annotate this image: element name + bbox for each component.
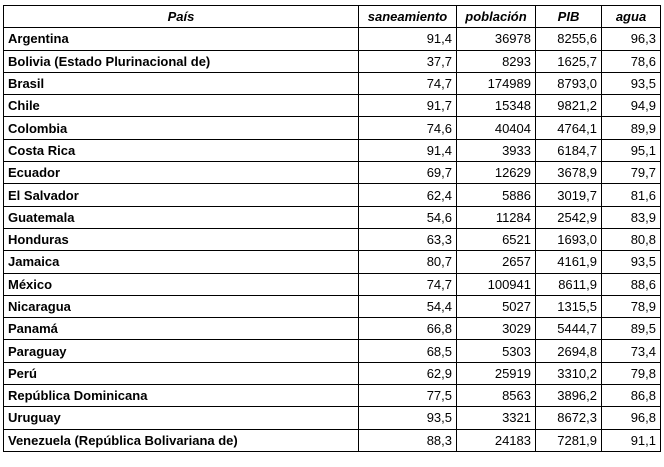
cell-agua: 79,7 [602, 162, 661, 184]
header-agua: agua [602, 6, 661, 28]
table-row [4, 228, 661, 250]
table-row [4, 273, 661, 295]
cell-poblacion: 3321 [457, 407, 536, 429]
cell-saneamiento: 74,6 [359, 117, 457, 139]
cell-pib: 3019,7 [536, 184, 602, 206]
cell-saneamiento: 63,3 [359, 228, 457, 250]
cell-pib: 2694,8 [536, 340, 602, 362]
table-row [4, 206, 661, 228]
cell-pib: 4764,1 [536, 117, 602, 139]
header-poblacion: población [457, 6, 536, 28]
cell-agua: 91,1 [602, 429, 661, 451]
cell-pib: 5444,7 [536, 318, 602, 340]
table-row [4, 429, 661, 451]
table-body [4, 28, 661, 452]
cell-pais: Jamaica [4, 251, 359, 273]
cell-poblacion: 24183 [457, 429, 536, 451]
table-row [4, 385, 661, 407]
cell-saneamiento: 37,7 [359, 50, 457, 72]
cell-agua: 96,8 [602, 407, 661, 429]
cell-pib: 8793,0 [536, 72, 602, 94]
cell-agua: 89,9 [602, 117, 661, 139]
cell-saneamiento: 93,5 [359, 407, 457, 429]
cell-saneamiento: 91,7 [359, 95, 457, 117]
cell-pais: México [4, 273, 359, 295]
cell-poblacion: 5886 [457, 184, 536, 206]
table-row [4, 117, 661, 139]
cell-pais: Argentina [4, 28, 359, 50]
cell-pib: 1315,5 [536, 295, 602, 317]
cell-agua: 93,5 [602, 72, 661, 94]
cell-saneamiento: 54,4 [359, 295, 457, 317]
cell-pais: Venezuela (República Bolivariana de) [4, 429, 359, 451]
cell-agua: 79,8 [602, 362, 661, 384]
cell-agua: 78,9 [602, 295, 661, 317]
cell-pais: Nicaragua [4, 295, 359, 317]
table-row [4, 162, 661, 184]
cell-pib: 8672,3 [536, 407, 602, 429]
cell-saneamiento: 88,3 [359, 429, 457, 451]
cell-pib: 8255,6 [536, 28, 602, 50]
cell-agua: 95,1 [602, 139, 661, 161]
cell-saneamiento: 91,4 [359, 139, 457, 161]
table-row [4, 72, 661, 94]
cell-pais: Uruguay [4, 407, 359, 429]
cell-saneamiento: 80,7 [359, 251, 457, 273]
header-pib: PIB [536, 6, 602, 28]
cell-agua: 80,8 [602, 228, 661, 250]
cell-poblacion: 100941 [457, 273, 536, 295]
cell-agua: 88,6 [602, 273, 661, 295]
cell-poblacion: 11284 [457, 206, 536, 228]
cell-poblacion: 12629 [457, 162, 536, 184]
cell-saneamiento: 74,7 [359, 273, 457, 295]
cell-saneamiento: 68,5 [359, 340, 457, 362]
country-indicators-table [3, 5, 661, 452]
header-saneamiento: saneamiento [359, 6, 457, 28]
cell-poblacion: 25919 [457, 362, 536, 384]
cell-pib: 8611,9 [536, 273, 602, 295]
cell-poblacion: 2657 [457, 251, 536, 273]
table-row [4, 318, 661, 340]
cell-pais: Colombia [4, 117, 359, 139]
cell-poblacion: 174989 [457, 72, 536, 94]
cell-pais: Costa Rica [4, 139, 359, 161]
cell-poblacion: 36978 [457, 28, 536, 50]
cell-agua: 93,5 [602, 251, 661, 273]
table-row [4, 50, 661, 72]
cell-poblacion: 40404 [457, 117, 536, 139]
cell-pais: Honduras [4, 228, 359, 250]
cell-agua: 89,5 [602, 318, 661, 340]
table-row [4, 362, 661, 384]
cell-pais: Panamá [4, 318, 359, 340]
cell-saneamiento: 69,7 [359, 162, 457, 184]
cell-pib: 3310,2 [536, 362, 602, 384]
data-table-container [3, 5, 661, 452]
cell-pib: 2542,9 [536, 206, 602, 228]
cell-pib: 3896,2 [536, 385, 602, 407]
table-row [4, 295, 661, 317]
cell-poblacion: 6521 [457, 228, 536, 250]
cell-pais: Paraguay [4, 340, 359, 362]
table-row [4, 139, 661, 161]
cell-agua: 78,6 [602, 50, 661, 72]
cell-saneamiento: 91,4 [359, 28, 457, 50]
cell-agua: 73,4 [602, 340, 661, 362]
cell-pais: Chile [4, 95, 359, 117]
cell-pais: Bolivia (Estado Plurinacional de) [4, 50, 359, 72]
cell-poblacion: 15348 [457, 95, 536, 117]
cell-pais: Brasil [4, 72, 359, 94]
cell-pais: República Dominicana [4, 385, 359, 407]
cell-pais: Perú [4, 362, 359, 384]
table-row [4, 251, 661, 273]
table-row [4, 340, 661, 362]
cell-saneamiento: 74,7 [359, 72, 457, 94]
cell-agua: 81,6 [602, 184, 661, 206]
cell-poblacion: 3029 [457, 318, 536, 340]
cell-pib: 1625,7 [536, 50, 602, 72]
cell-poblacion: 5027 [457, 295, 536, 317]
cell-saneamiento: 62,9 [359, 362, 457, 384]
cell-agua: 96,3 [602, 28, 661, 50]
cell-pais: Ecuador [4, 162, 359, 184]
cell-poblacion: 3933 [457, 139, 536, 161]
cell-saneamiento: 77,5 [359, 385, 457, 407]
table-row [4, 407, 661, 429]
cell-agua: 94,9 [602, 95, 661, 117]
cell-pais: El Salvador [4, 184, 359, 206]
cell-saneamiento: 62,4 [359, 184, 457, 206]
table-row [4, 184, 661, 206]
cell-pib: 4161,9 [536, 251, 602, 273]
cell-pais: Guatemala [4, 206, 359, 228]
cell-agua: 83,9 [602, 206, 661, 228]
cell-pib: 9821,2 [536, 95, 602, 117]
cell-poblacion: 5303 [457, 340, 536, 362]
cell-pib: 7281,9 [536, 429, 602, 451]
cell-agua: 86,8 [602, 385, 661, 407]
cell-poblacion: 8563 [457, 385, 536, 407]
cell-saneamiento: 54,6 [359, 206, 457, 228]
header-pais: País [4, 6, 359, 28]
cell-pib: 6184,7 [536, 139, 602, 161]
cell-poblacion: 8293 [457, 50, 536, 72]
cell-saneamiento: 66,8 [359, 318, 457, 340]
table-row [4, 28, 661, 50]
cell-pib: 1693,0 [536, 228, 602, 250]
table-row [4, 95, 661, 117]
cell-pib: 3678,9 [536, 162, 602, 184]
table-header-row [4, 6, 661, 28]
